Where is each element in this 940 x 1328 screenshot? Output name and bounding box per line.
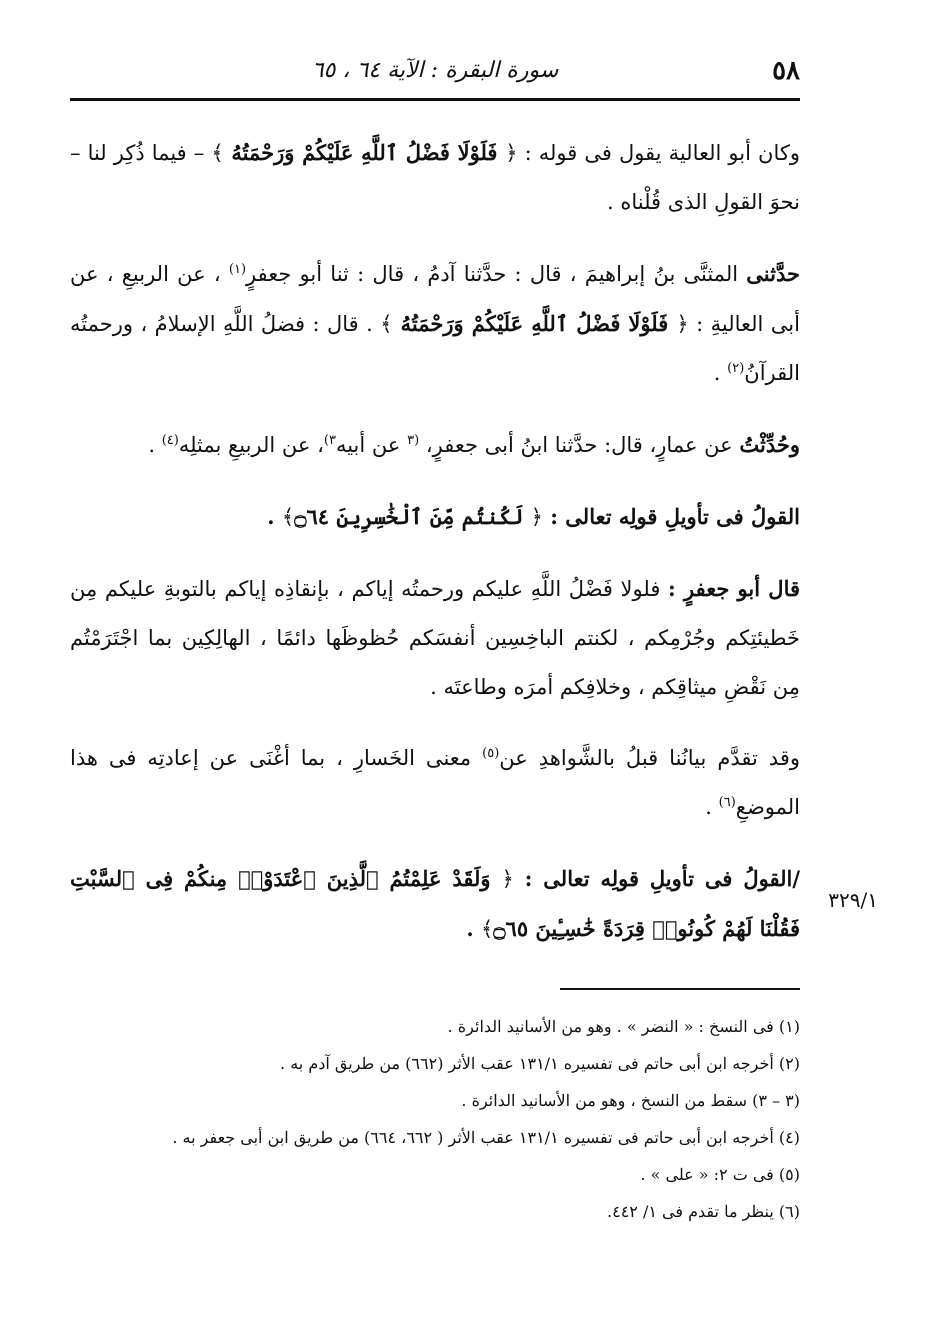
page-header (70, 52, 800, 92)
footnote-item: (٥) فى ت ٢: « على » . (640, 1165, 800, 1184)
paragraph-lead: قال أبو جعفرٍ : (667, 576, 801, 601)
margin-reference: ٣٢٩/١ (828, 888, 878, 912)
paragraph-commentary: قال أبو جعفرٍ : فلولا فَضْلُ اللَّهِ عليكم ورحمتُه إياكم ، بإنقاذِه إياكم بالتوبةِ عليكم مِن خَطيئتِكم وجُرْمِكم ، لكنتم الباخِسِين أنفسَكم حُظوظَها دائمًا ، الهالِكِين بما اجْتَرَمْتُم مِن نَقْضِ ميثاقِكم ، وخلافِكم أمرَه وطاعتَه . (70, 576, 801, 699)
footnote-item: (٤) أخرجه ابن أبى حاتم فى تفسيره ١٣١/١ عقب الأثر ( ٦٦٢، ٦٦٤) من طريق ابن أبى جعفر به . (172, 1128, 800, 1147)
footnotes (70, 1008, 800, 1230)
page-number: ٥٨ (772, 56, 800, 86)
footnote-ref[interactable]: ٣) (323, 433, 336, 448)
paragraph-hadith-ammar: وحُدِّثْتُ عن عمارٍ، قال: حدَّثنا ابنُ أبى جعفرٍ، $^{(٣}$ عن أبيه$^{٣)}$، عن الربيعِ بمثلِه$^{(٤)}$ . (148, 432, 800, 457)
paragraph-hadith-muthanna: حدَّثنى المثنَّى بنُ إبراهيمَ ، قال : حدَّثنا آدمُ ، قال : ثنا أبو جعفرٍ$^{(١)}$ ، عن الربيعِ ، عن أبى العاليةِ : ﴿ فَلَوْلَا فَضْلُ ٱللَّهِ عَلَيْكُمْ وَرَحْمَتُهُ ﴾ . قال : فضلُ اللَّهِ الإسلامُ ، ورحمتُه القرآنُ$^{(٢)}$ . (70, 261, 800, 385)
footnote-ref[interactable]: (٥) (482, 746, 500, 761)
footnote-item: (٣ – ٣) سقط من النسخ ، وهو من الأسانيد الدائرة . (461, 1091, 800, 1110)
footnote-ref[interactable]: (٣ (407, 433, 420, 448)
footnote-item: (١) فى النسخ : « النضر » . وهو من الأسانيد الدائرة . (447, 1017, 800, 1036)
quran-quote: ﴿ فَلَوْلَا فَضْلُ ٱللَّهِ عَلَيْكُمْ وَرَحْمَتُهُ ﴾ (380, 311, 689, 336)
main-text (70, 128, 800, 976)
footnote-item: (٢) أخرجه ابن أبى حاتم فى تفسيره ١٣١/١ عقب الأثر (٦٦٢) من طريق آدم به . (280, 1054, 800, 1073)
quran-quote: ﴿ فَلَوْلَا فَضْلُ ٱللَّهِ عَلَيْكُمْ وَرَحْمَتُهُ ﴾ (211, 140, 518, 165)
quran-quote: ﴿ وَلَقَدْ عَلِمْتُمُ ٱلَّذِينَ ٱعْتَدَوْا۟ مِنكُمْ فِى ٱلسَّبْتِ فَقُلْنَا لَهُمْ كُونُوا۟ قِرَدَةً خَٰسِـِٔينَ ۝٦٥﴾ (70, 866, 800, 941)
paragraph-lead: وحُدِّثْتُ (739, 432, 800, 457)
footnote-ref[interactable]: (٤) (161, 433, 179, 448)
footnote-separator (560, 988, 800, 990)
section-heading-ayah-64: القولُ فى تأويلِ قولِه تعالى : ﴿ لَكُنتُم مِّنَ ٱلْخَٰسِرِينَ ۝٦٤﴾ . (267, 504, 800, 529)
quran-quote: ﴿ لَكُنتُم مِّنَ ٱلْخَٰسِرِينَ ۝٦٤﴾ (281, 504, 543, 529)
footnote-ref[interactable]: (٢) (727, 361, 745, 376)
footnote-ref[interactable]: (٦) (718, 795, 736, 810)
ayah-number: ۝٦٥ (493, 916, 529, 941)
paragraph-abu-aliya: وكان أبو العالية يقول فى قوله : ﴿ فَلَوْلَا فَضْلُ ٱللَّهِ عَلَيْكُمْ وَرَحْمَتُهُ ﴾ – فيما ذُكِر لنا – نحوَ القولِ الذى قُلْناه . (70, 140, 800, 214)
paragraph-lead: حدَّثنى (746, 261, 800, 286)
section-heading-ayah-65: /القولُ فى تأويلِ قولِه تعالى : ﴿ وَلَقَدْ عَلِمْتُمُ ٱلَّذِينَ ٱعْتَدَوْا۟ مِنكُمْ فِى ٱلسَّبْتِ فَقُلْنَا لَهُمْ كُونُوا۟ قِرَدَةً خَٰسِـِٔينَ ۝٦٥﴾ . (70, 866, 800, 941)
footnote-ref[interactable]: (١) (228, 262, 247, 277)
paragraph-cross-reference: وقد تقدَّم بيانُنا قبلُ بالشَّواهدِ عن$^{(٥)}$ معنى الخَسارِ ، بما أغْنَى عن إعادتِه فى هذا الموضعِ$^{(٦)}$ . (70, 746, 800, 819)
footnote-item: (٦) ينظر ما تقدم فى ١/ ٤٤٢. (607, 1202, 800, 1221)
running-title: سورة البقرة : الآية ٦٤ ، ٦٥ (311, 58, 559, 83)
header-rule (70, 98, 800, 101)
ayah-number: ۝٦٤ (294, 504, 330, 529)
